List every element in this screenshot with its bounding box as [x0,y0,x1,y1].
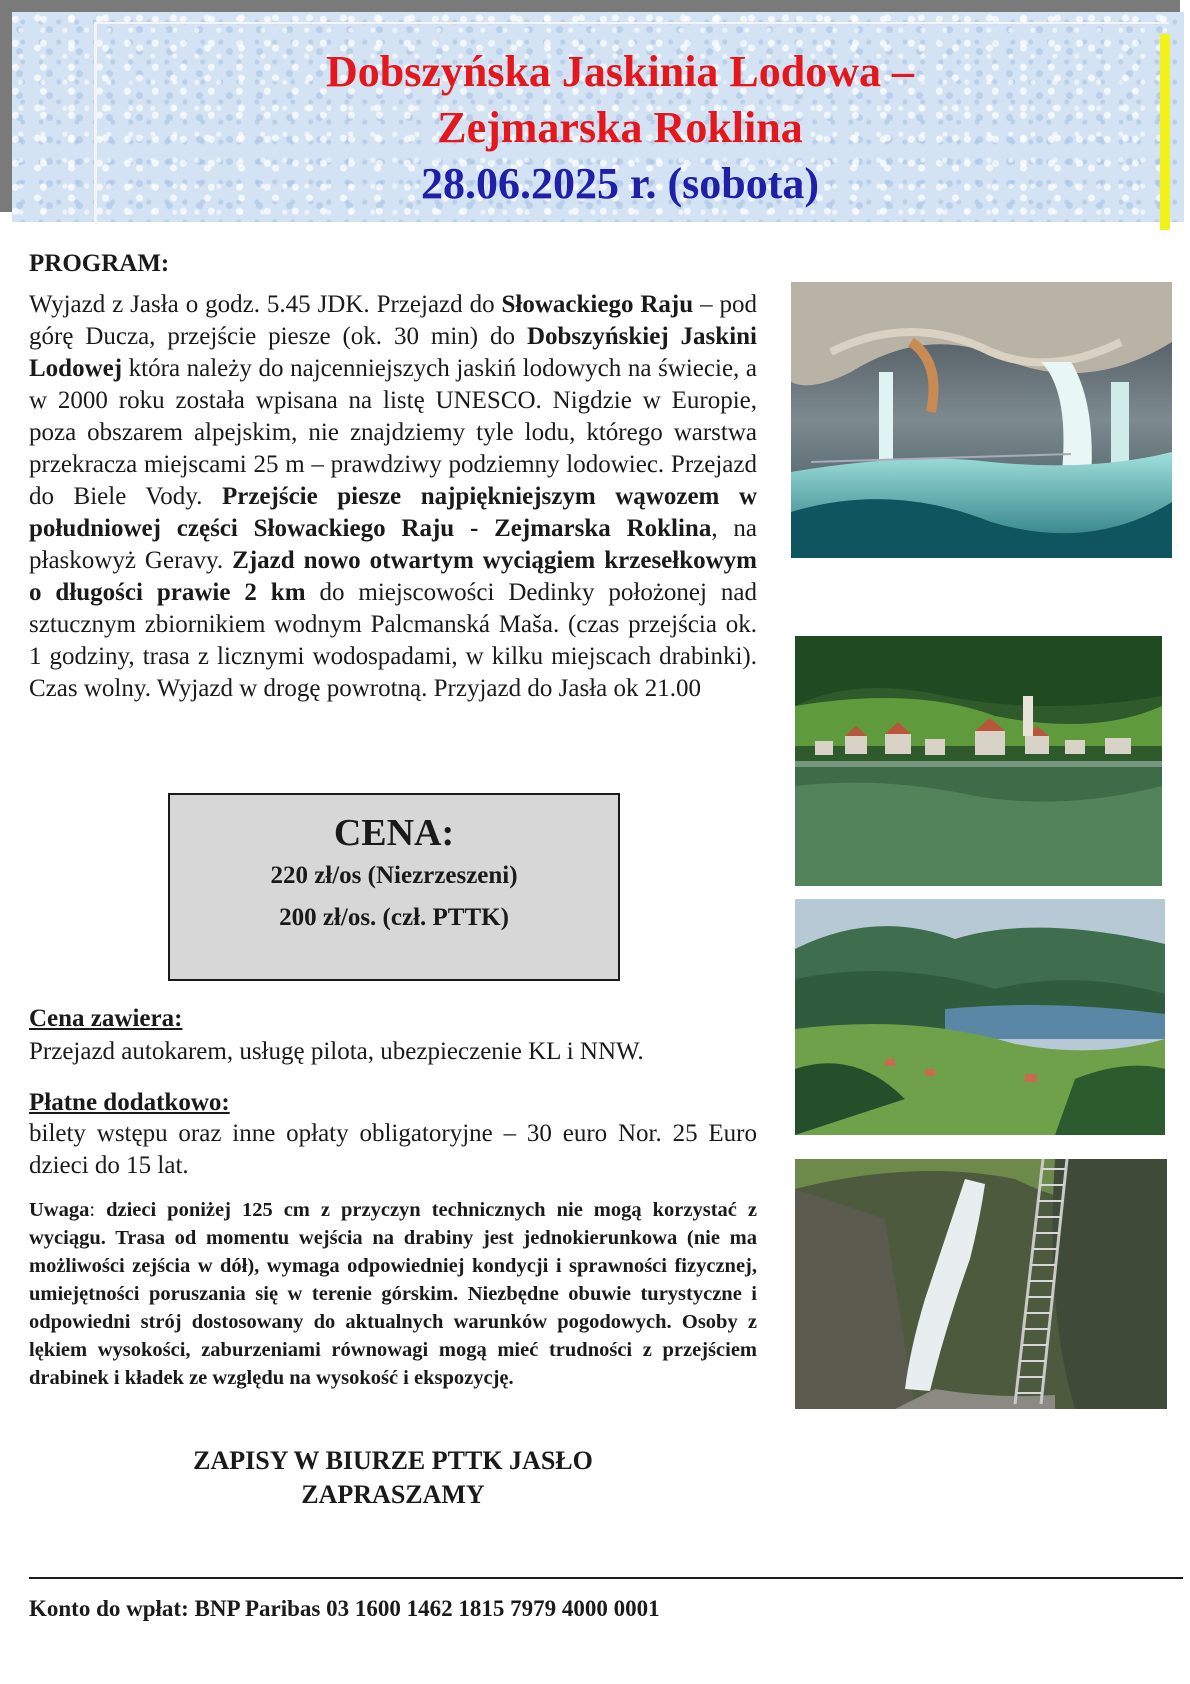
title-line-1: Dobszyńska Jaskinia Lodowa – [325,47,915,96]
program-bold-3: Przejście piesze najpiękniejszym wąwozem w południowej części Słowackiego Raju - Zejmarska Roklina [29,483,757,542]
program-bold-1: Słowackiego Raju [501,291,694,318]
photo-valley-reservoir [795,899,1165,1135]
note-text: dzieci poniżej 125 cm z przyczyn technicznych nie mogą korzystać z wyciągu. Trasa od momentu wejścia na drabiny jest jednokierunkowa (nie ma możliwości zejścia w dół), wymaga odpowiedniej kondycji i sprawności fizycznej, umiejętności poruszania się w terenie górskim. Niezbędne obuwie turystyczne i odpowiedni strój dostosowany do aktualnych warunków pogodowych. Osoby z lękiem wysokości, zaburzeniami równowagi mogą mieć trudności z przejściem drabinek i kładek ze względu na wysokość i ekspozycję. [29,1199,757,1389]
signup-line-2: ZAPRASZAMY [301,1480,485,1509]
title-line-2: Zejmarska Roklina [437,103,803,152]
note-colon: : [89,1199,96,1221]
signup-line-1: ZAPISY W BIURZE PTTK JASŁO [193,1446,593,1475]
program-heading: PROGRAM: [29,250,170,277]
photo-ice-cave [791,282,1172,558]
bank-account: Konto do wpłat: BNP Paribas 03 1600 1462 1815 7979 4000 0001 [29,1596,660,1621]
price-regular: 220 zł/os (Niezrzeszeni) [270,862,518,889]
extra-text: bilety wstępu oraz inne opłaty obligatoryjne – 30 euro Nor. 25 Euro dzieci do 15 lat. [29,1120,757,1179]
photo-waterfall-ladder [795,1159,1167,1409]
program-bold-4: Zjazd nowo otwartym wyciągiem krzesełkowym o długości prawie 2 km [29,547,758,606]
program-bold-2: Dobszyńskiej Jaskini Lodowej [29,323,757,382]
price-member: 200 zł/os. (czł. PTTK) [279,904,509,931]
page-title [150,44,1090,212]
includes-text: Przejazd autokarem, usługę pilota, ubezpieczenie KL i NNW. [29,1038,644,1065]
price-box [168,793,620,981]
signup-block [29,1444,757,1512]
includes-heading: Cena zawiera: [29,1005,183,1032]
note-label: Uwaga [29,1199,90,1221]
program-text-1: Wyjazd z Jasła o godz. 5.45 JDK. Przejazd do [29,291,502,318]
program-text-3: która należy do najcenniejszych jaskiń lodowych na świecie, a w 2000 roku została wpisana na listę UNESCO. Nigdzie w Europie, poza obszarem alpejskim, nie znajdziemy tyle lodu, którego warstwa przekracza miejscami 25 m – prawdziwy podziemny lodowiec. Przejazd do Biele Vody. [29,355,757,510]
extra-heading: Płatne dodatkowo: [29,1089,230,1116]
photo-village-lake [795,636,1162,886]
program-text-2: – pod górę Ducza, przejście piesze (ok. 30 min) do [29,291,758,350]
program-text-5: do miejscowości Dedinky położonej nad sztucznym zbiornikiem wodnym Palcmanská Maša. (czas przejścia ok. 1 godziny, trasa z licznymi wodospadami, w kilku miejscach drabinki). Czas wolny. Wyjazd w drogę powrotną. Przyjazd do Jasła ok 21.00 [29,579,757,702]
program-text [29,289,757,705]
banner-shadow-left [0,0,12,212]
trip-date: 28.06.2025 r. (sobota) [420,159,820,208]
banner-shadow-top [0,0,1180,12]
footer-divider [29,1577,1183,1579]
banner-accent-bar [1160,34,1170,230]
program-text-4: , na płaskowyż Geravy. [29,515,757,574]
price-title: CENA: [333,812,455,854]
warning-note [29,1196,757,1392]
